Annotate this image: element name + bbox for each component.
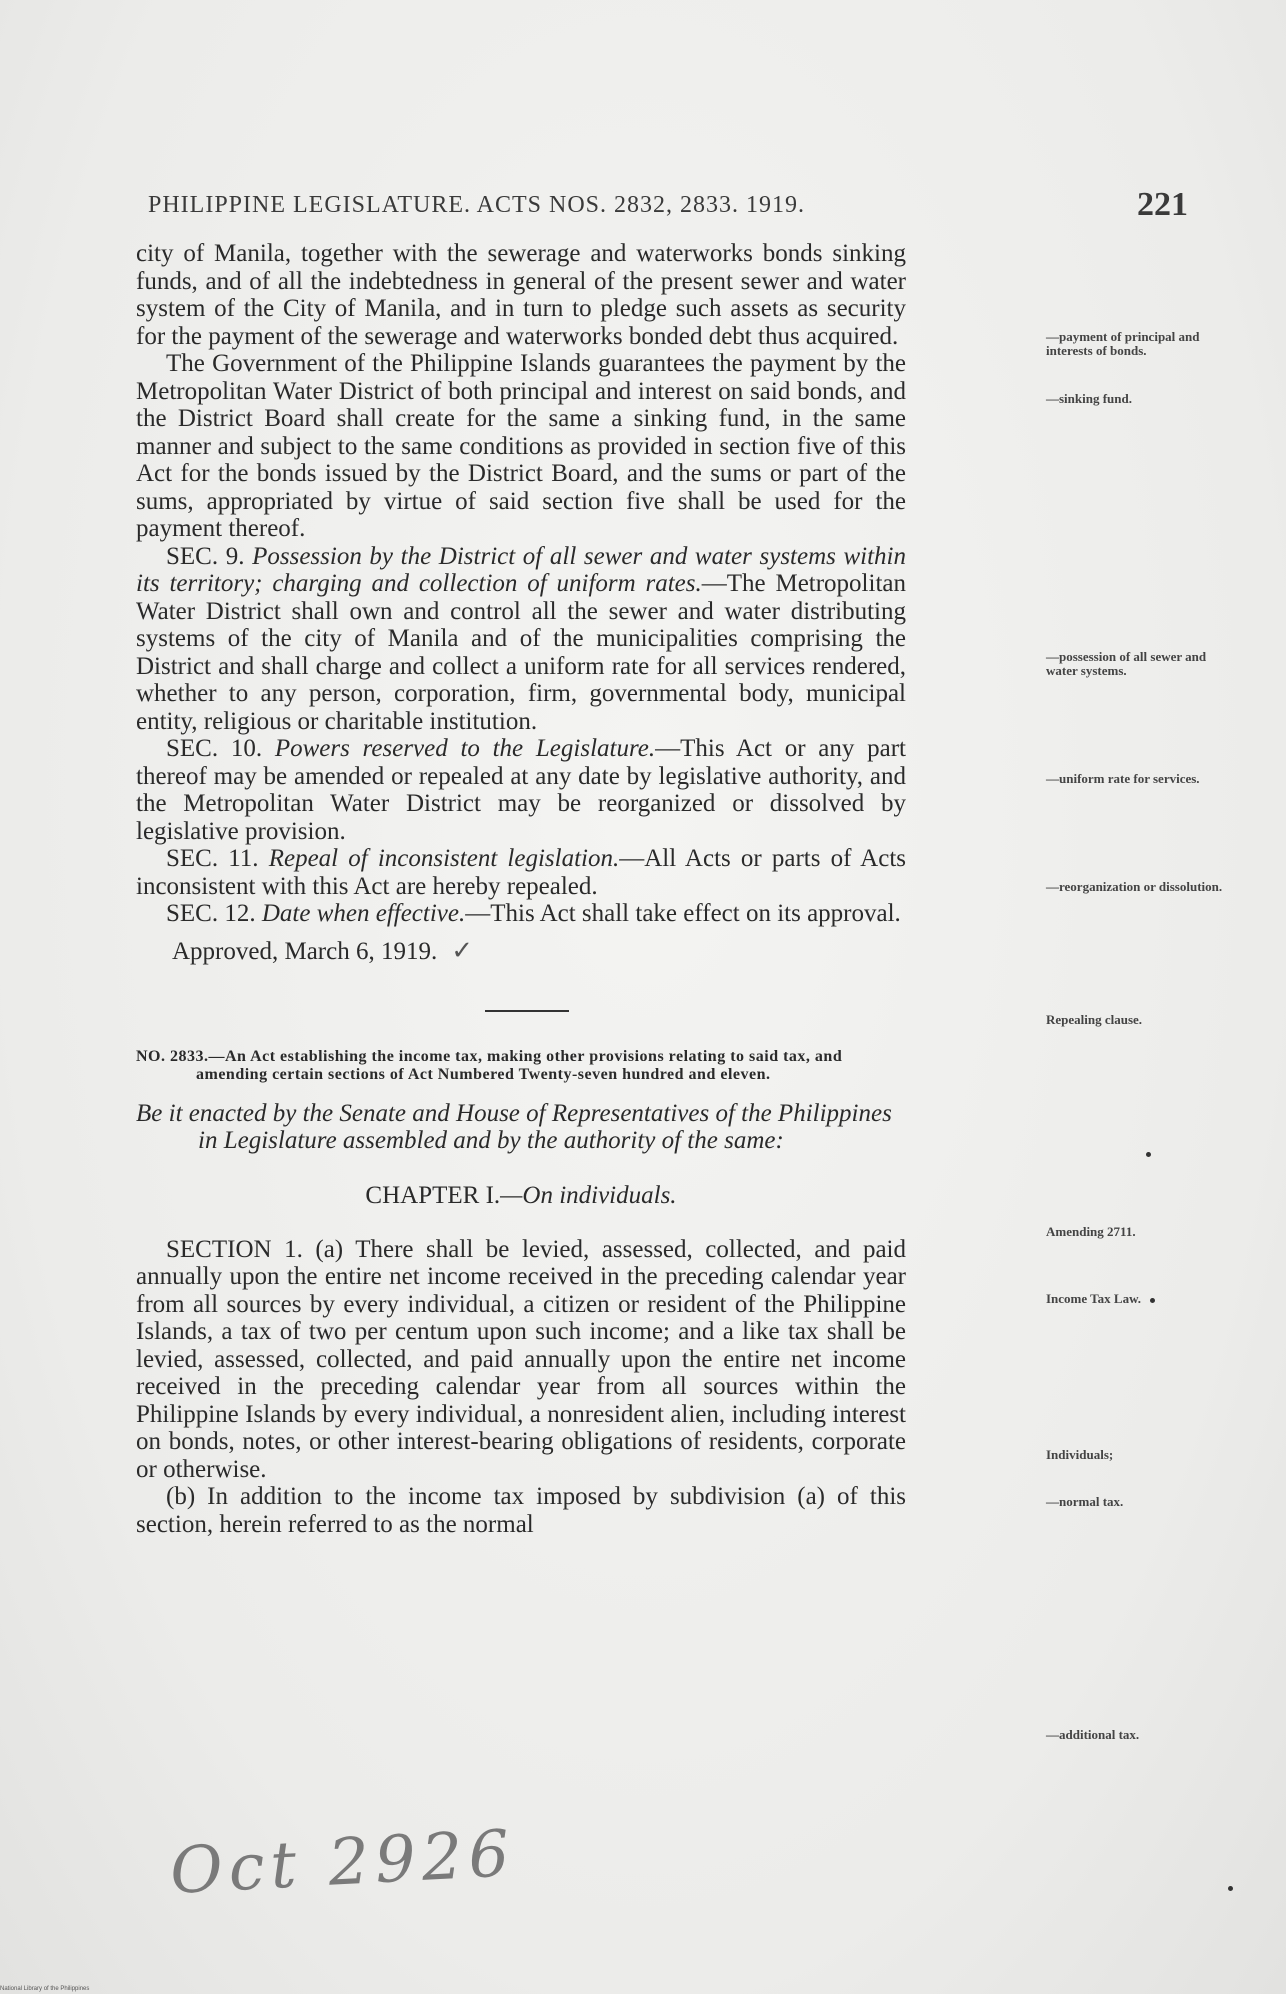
section-text: —The Metropolitan Water District shall own and control all the sewer and water distributing systems of the city of Manila and of the municipalities comprising the District and shall charge and collect a uniform rate for all services rendered, whether to any person, corporation, firm, governmental body, municipal entity, religious or charitable institution. (136, 570, 906, 735)
main-text (136, 240, 1223, 1742)
margin-note: —possession of all sewer and water systems. (1046, 649, 1207, 678)
scan-speck (1150, 1298, 1155, 1303)
running-header (148, 186, 1188, 226)
paragraph: The Government of the Philippine Islands guarantees the payment by the Metropolitan Water District of both principal and interest on said bonds, and the District Board shall create for the same a sinking fund, in the same manner and subject to the same conditions as provided in section five of this Act for the bonds issued by the District Board, and the sums or part of the sums, appropriated by virtue of said section five shall be used for the payment thereof. (136, 350, 906, 542)
section-title: Possession by the District of all sewer and water systems within its territory; charging and collection of uniform rates. (136, 542, 906, 597)
margin-note: Repealing clause. (1046, 1012, 1143, 1027)
section-label: SEC. 10. (166, 735, 263, 762)
chapter-title: —On individuals. (500, 1181, 677, 1209)
section-12 (136, 900, 906, 928)
chapter-heading (136, 1182, 906, 1210)
section-label: SEC. 11. (166, 845, 259, 872)
margin-note: Individuals; (1046, 1447, 1114, 1462)
section-title: Powers reserved to the Legislature. (274, 735, 656, 762)
margin-note: Amending 2711. (1046, 1224, 1136, 1239)
paragraph: city of Manila, together with the sewerage and waterworks bonds sinking funds, and of all the indebtedness in general of the present sewer and water system of the City of Manila, and in turn to pledge such assets as security for the payment of the sewerage and waterworks bonded debt thus acquired. (136, 240, 906, 350)
margin-note: —payment of principal and interests of bonds. (1046, 329, 1200, 358)
section-1 (136, 1236, 906, 1484)
section-label: SECTION 1. (166, 1235, 303, 1263)
scan-speck (1146, 1152, 1151, 1157)
approval-text: Approved, March 6, 1919. (172, 937, 438, 965)
section-label: SEC. 12. (166, 900, 256, 927)
scan-speck (1228, 1886, 1233, 1891)
section-title: Date when effective. (261, 900, 466, 927)
section-text: —This Act or any part thereof may be amended or repealed at any date by legislative authority, and the Metropolitan Water District may be reorganized or dissolved by legislative provision. (136, 735, 906, 845)
margin-note: —sinking fund. (1046, 391, 1132, 406)
section-11 (136, 845, 906, 900)
header-title: PHILIPPINE LEGISLATURE. ACTS NOS. 2832, 2833. 1919. (148, 192, 806, 218)
margin-note: Income Tax Law. (1046, 1291, 1141, 1306)
section-divider (485, 1010, 569, 1012)
section-label: SEC. 9. (166, 542, 245, 570)
act-heading: NO. 2833.—An Act establishing the income tax, making other provisions relating to said tax, and amending certain sections of Act Numbered Twenty-seven hundred and eleven. (136, 1047, 843, 1083)
handwritten-annotation: Oct 2926 (168, 1817, 517, 1909)
section-text: —This Act shall take effect on its approval. (465, 900, 901, 927)
margin-note: —uniform rate for services. (1046, 771, 1200, 786)
section-text: (a) There shall be levied, assessed, collected, and paid annually upon the entire net income received in the preceding calendar year from all sources by every individual, a citizen or resident of the Philippine Islands, a tax of two per centum upon such income; and a like tax shall be levied, assessed, collected, and paid annually upon the entire net income received in the preceding calendar year from all sources within the Philippine Islands by every individual, a nonresident alien, including interest on bonds, notes, or other interest-bearing obligations of residents, corporate or otherwise. (136, 1235, 906, 1483)
margin-note: —additional tax. (1046, 1727, 1140, 1742)
chapter-label: CHAPTER I. (365, 1181, 501, 1209)
approval-line (172, 936, 906, 966)
enacting-clause: Be it enacted by the Senate and House of Representatives of the Philippines in Legislature assembled and by the authority of the same: (136, 1099, 892, 1154)
section-1b: (b) In addition to the income tax imposed by subdivision (a) of this section, herein referred to as the normal (136, 1483, 906, 1538)
section-text: —All Acts or parts of Acts inconsistent with this Act are hereby repealed. (136, 845, 906, 900)
scan-footer: National Library of the Philippines (0, 1986, 90, 1992)
section-9 (136, 543, 906, 736)
section-10 (136, 735, 906, 845)
section-title: Repeal of inconsistent legislation. (268, 845, 620, 872)
checkmark-icon: ✓ (451, 935, 474, 965)
margin-note: —normal tax. (1046, 1494, 1124, 1509)
page-number: 221 (1137, 186, 1188, 223)
margin-note: —reorganization or dissolution. (1046, 879, 1223, 894)
